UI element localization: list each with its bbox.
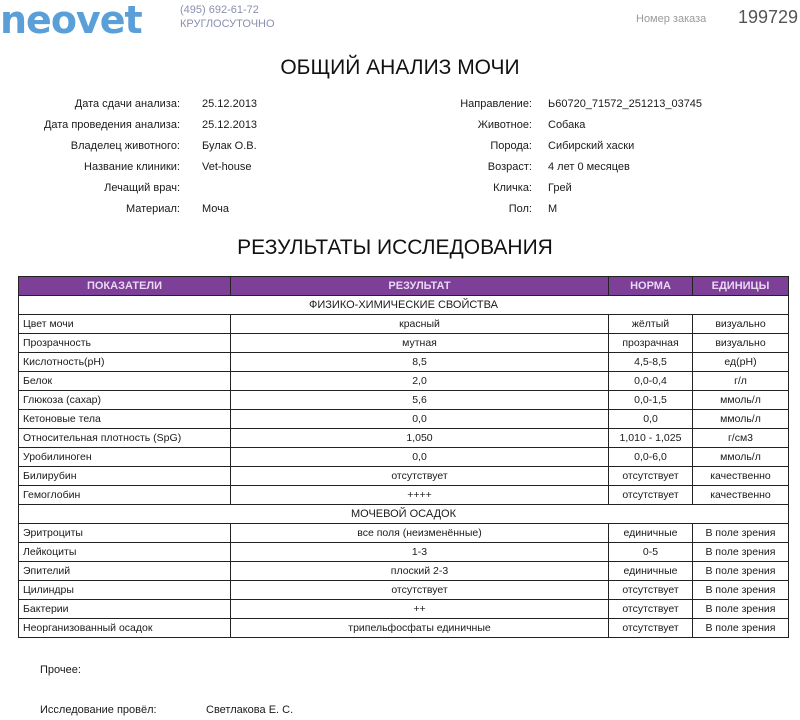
parameter-cell: Гемоглобин	[19, 486, 231, 505]
parameter-cell: Прозрачность	[19, 334, 231, 353]
units-cell: ммоль/л	[693, 410, 789, 429]
table-row	[19, 334, 789, 353]
info-value: Ь60720_71572_251213_03745	[548, 98, 703, 110]
results-table-body	[19, 296, 789, 638]
performed-by-label: Исследование провёл:	[40, 704, 157, 716]
section-header-row	[19, 505, 789, 524]
parameter-cell: Билирубин	[19, 467, 231, 486]
table-row	[19, 315, 789, 334]
info-label: Владелец животного:	[70, 140, 180, 152]
column-header-norm: НОРМА	[609, 277, 693, 296]
units-cell: г/л	[693, 372, 789, 391]
info-value: Булак О.В.	[202, 140, 257, 152]
result-cell: трипельфосфаты единичные	[231, 619, 609, 638]
result-cell: 8,5	[231, 353, 609, 372]
info-label: Материал:	[125, 203, 180, 215]
result-cell: ++	[231, 600, 609, 619]
units-cell: ммоль/л	[693, 448, 789, 467]
info-value: Собака	[548, 119, 586, 131]
parameter-cell: Лейкоциты	[19, 543, 231, 562]
info-label: Дата сдачи анализа:	[74, 98, 180, 110]
info-value: 25.12.2013	[202, 98, 258, 110]
phone-number: (495) 692-61-72	[180, 4, 259, 16]
units-cell: В поле зрения	[693, 600, 789, 619]
performed-by-name: Светлакова Е. С.	[206, 704, 294, 716]
parameter-cell: Уробилиноген	[19, 448, 231, 467]
table-row	[19, 448, 789, 467]
units-cell: г/см3	[693, 429, 789, 448]
info-label: Животное:	[477, 119, 532, 131]
table-row	[19, 486, 789, 505]
parameter-cell: Цвет мочи	[19, 315, 231, 334]
units-cell: В поле зрения	[693, 562, 789, 581]
result-cell: ++++	[231, 486, 609, 505]
table-row	[19, 467, 789, 486]
norm-cell: единичные	[609, 562, 693, 581]
table-header-row	[19, 277, 789, 296]
result-cell: отсутствует	[231, 467, 609, 486]
parameter-cell: Относительная плотность (SpG)	[19, 429, 231, 448]
norm-cell: жёлтый	[609, 315, 693, 334]
units-cell: визуально	[693, 334, 789, 353]
table-row	[19, 600, 789, 619]
table-row	[19, 429, 789, 448]
section-title: МОЧЕВОЙ ОСАДОК	[19, 505, 789, 524]
parameter-cell: Неорганизованный осадок	[19, 619, 231, 638]
info-label: Направление:	[460, 98, 532, 110]
parameter-cell: Белок	[19, 372, 231, 391]
table-row	[19, 562, 789, 581]
info-value: Vet-house	[202, 161, 252, 173]
table-row	[19, 619, 789, 638]
order-number: 199729	[738, 7, 799, 27]
norm-cell: 1,010 - 1,025	[609, 429, 693, 448]
norm-cell: 0,0	[609, 410, 693, 429]
table-row	[19, 543, 789, 562]
document-title: ОБЩИЙ АНАЛИЗ МОЧИ	[280, 56, 520, 79]
norm-cell: 0-5	[609, 543, 693, 562]
section-header-row	[19, 296, 789, 315]
result-cell: 1-3	[231, 543, 609, 562]
result-cell: 1,050	[231, 429, 609, 448]
norm-cell: 4,5-8,5	[609, 353, 693, 372]
info-label: Лечащий врач:	[104, 182, 180, 194]
result-cell: мутная	[231, 334, 609, 353]
parameter-cell: Кетоновые тела	[19, 410, 231, 429]
parameter-cell: Бактерии	[19, 600, 231, 619]
result-cell: красный	[231, 315, 609, 334]
parameter-cell: Кислотность(pH)	[19, 353, 231, 372]
section-title: ФИЗИКО-ХИМИЧЕСКИЕ СВОЙСТВА	[19, 296, 789, 315]
info-label: Пол:	[508, 203, 532, 215]
norm-cell: 0,0-6,0	[609, 448, 693, 467]
column-header-result: РЕЗУЛЬТАТ	[231, 277, 609, 296]
table-row	[19, 524, 789, 543]
order-number-label: Номер заказа	[636, 13, 707, 25]
info-value: Грей	[548, 182, 572, 194]
info-label: Порода:	[490, 140, 532, 152]
table-row	[19, 410, 789, 429]
norm-cell: 0,0-1,5	[609, 391, 693, 410]
table-row	[19, 372, 789, 391]
result-cell: плоский 2-3	[231, 562, 609, 581]
working-hours: КРУГЛОСУТОЧНО	[180, 18, 275, 30]
norm-cell: отсутствует	[609, 467, 693, 486]
clinic-contacts	[180, 3, 275, 31]
units-cell: В поле зрения	[693, 543, 789, 562]
results-title: РЕЗУЛЬТАТЫ ИССЛЕДОВАНИЯ	[237, 236, 553, 259]
results-table	[18, 276, 789, 638]
norm-cell: единичные	[609, 524, 693, 543]
result-cell: все поля (неизменённые)	[231, 524, 609, 543]
parameter-cell: Глюкоза (сахар)	[19, 391, 231, 410]
result-cell: 2,0	[231, 372, 609, 391]
result-cell: 0,0	[231, 410, 609, 429]
info-label: Название клиники:	[84, 161, 180, 173]
info-label: Возраст:	[487, 161, 532, 173]
parameter-cell: Цилиндры	[19, 581, 231, 600]
table-row	[19, 581, 789, 600]
units-cell: В поле зрения	[693, 619, 789, 638]
norm-cell: отсутствует	[609, 486, 693, 505]
norm-cell: отсутствует	[609, 581, 693, 600]
table-row	[19, 391, 789, 410]
norm-cell: 0,0-0,4	[609, 372, 693, 391]
parameter-cell: Эритроциты	[19, 524, 231, 543]
units-cell: В поле зрения	[693, 581, 789, 600]
table-row	[19, 353, 789, 372]
info-label: Кличка:	[493, 182, 532, 194]
neovet-logo: neovet	[0, 0, 142, 42]
norm-cell: отсутствует	[609, 600, 693, 619]
info-value: Моча	[202, 203, 230, 215]
parameter-cell: Эпителий	[19, 562, 231, 581]
info-value	[202, 178, 392, 199]
units-cell: качественно	[693, 486, 789, 505]
info-value: Сибирский хаски	[548, 140, 635, 152]
result-cell: отсутствует	[231, 581, 609, 600]
info-value: 25.12.2013	[202, 119, 258, 131]
units-cell: В поле зрения	[693, 524, 789, 543]
norm-cell: прозрачная	[609, 334, 693, 353]
column-header-units: ЕДИНИЦЫ	[693, 277, 789, 296]
info-value: 4 лет 0 месяцев	[548, 161, 630, 173]
other-notes-label: Прочее:	[40, 664, 81, 676]
result-cell: 0,0	[231, 448, 609, 467]
info-label: Дата проведения анализа:	[43, 119, 180, 131]
norm-cell: отсутствует	[609, 619, 693, 638]
units-cell: ед(pH)	[693, 353, 789, 372]
units-cell: ммоль/л	[693, 391, 789, 410]
units-cell: качественно	[693, 467, 789, 486]
info-value: М	[548, 203, 558, 215]
result-cell: 5,6	[231, 391, 609, 410]
units-cell: визуально	[693, 315, 789, 334]
column-header-parameter: ПОКАЗАТЕЛИ	[19, 277, 231, 296]
